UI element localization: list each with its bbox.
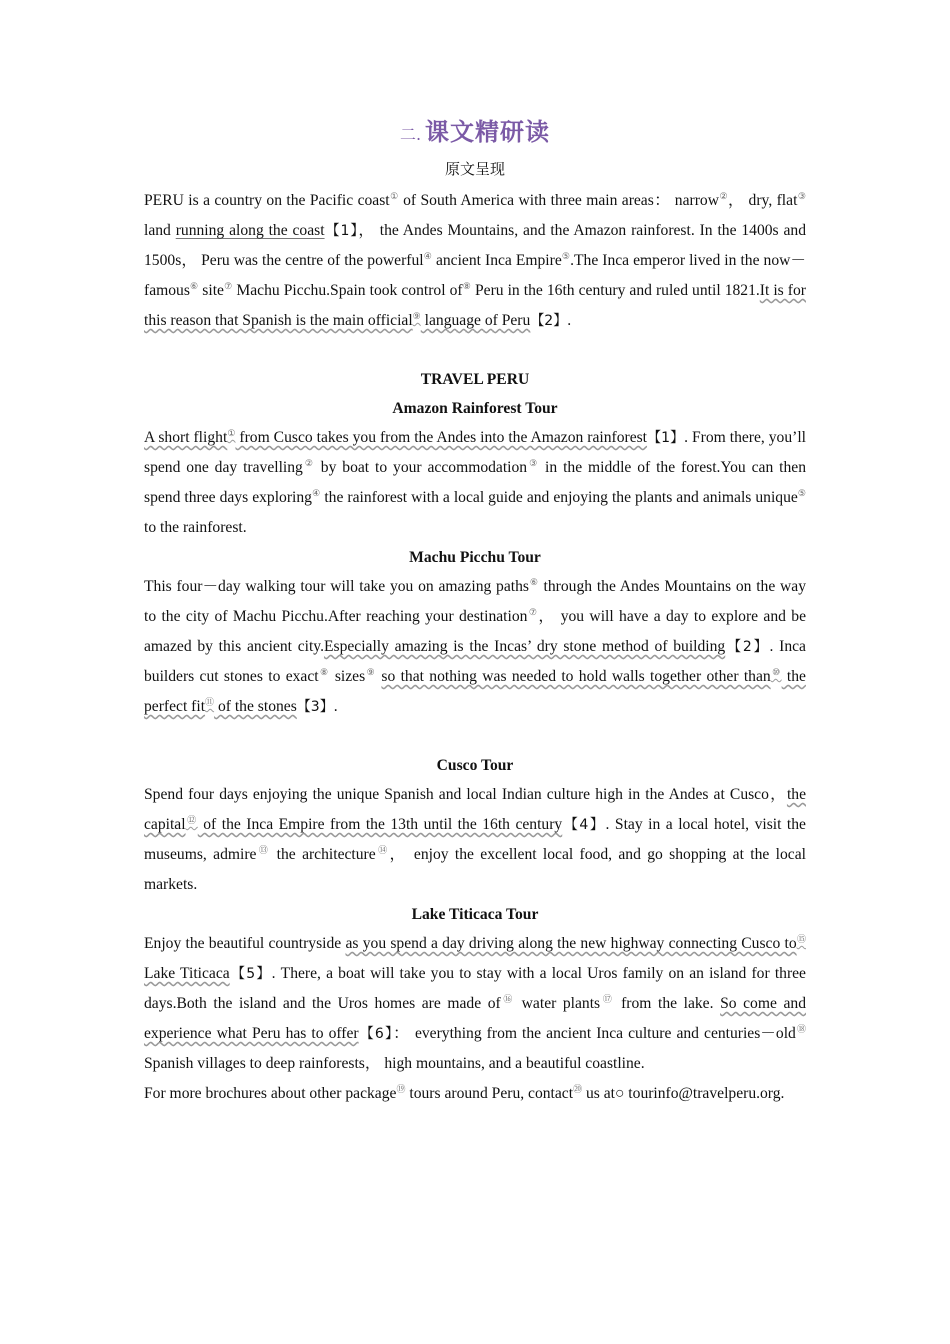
section-number: 二. xyxy=(399,125,422,144)
machu-paragraph: This four－day walking tour will take you on amazing paths⑥ through the Andes Mountains on the way to the city of Machu Picchu.After reaching your destination⑦， you will have a day to explore and be amazed by this ancient city.Especially amazing is the Incas’ dry stone method of building【2】. Inca builders cut stones to exact⑧ sizes⑨ so that nothing was needed to hold walls together other than⑩ the perfect fit⑪ of the stones【3】. xyxy=(144,576,806,715)
section-title: 课文精研读 xyxy=(425,118,551,146)
cusco-title: Cusco Tour xyxy=(436,757,514,774)
amazon-paragraph: A short flight① from Cusco takes you from the Andes into the Amazon rainforest【1】. From there, you’ll spend one day travelling② by boat to your accommodation③ in the middle of the forest.You can then spend three days exploring④ the rainforest with a local guide and enjoying the plants and animals unique⑤ to the rainforest. xyxy=(144,427,807,536)
intro-paragraph: PERU is a country on the Pacific coast① of South America with three main areas： narrow②， dry, flat③ land running along the coast【1】， the Andes Mountains, and the Amazon rainforest. In the 1400s and 1500s， Peru was the centre of the powerful④ ancient Inca Empire⑤.The Inca emperor lived in the now－famous⑥ site⑦ Machu Picchu.Spain took control of⑧ Peru in the 16th century and ruled until 1821.It is for this reason that Spanish is the main official⑨ language of Peru【2】. xyxy=(144,190,806,329)
cusco-paragraph: Spend four days enjoying the unique Spanish and local Indian culture high in the Andes at Cusco，the capital⑫ of the Inca Empire from the 13th until the 16th century【4】. Stay in a local hotel, visit the museums, admire⑬ the architecture⑭， enjoy the excellent local food, and go shopping at the local markets. xyxy=(144,786,806,893)
machu-title: Machu Picchu Tour xyxy=(409,549,541,566)
amazon-title: Amazon Rainforest Tour xyxy=(392,400,558,417)
titicaca-paragraph: Enjoy the beautiful countryside as you spend a day driving along the new highway connecting Cusco to⑮ Lake Titicaca【5】. There, a boat will take you to stay with a local Uros family on an island for three days.Both the island and the Uros homes are made of⑯ water plants⑰ from the lake. So come and experience what Peru has to offer【6】： everything from the ancient Inca culture and centuries－old⑱ Spanish villages to deep rainforests， high mountains, and a beautiful coastline. xyxy=(144,933,806,1072)
subheading: 原文呈现 xyxy=(444,160,505,178)
travel-title: TRAVEL PERU xyxy=(420,371,530,388)
titicaca-title: Lake Titicaca Tour xyxy=(411,906,539,923)
document-page xyxy=(144,112,806,1109)
contact-paragraph: For more brochures about other package⑲ tours around Peru, contact⑳ us at○ tourinfo@travelperu.org. xyxy=(144,1083,785,1102)
section-heading xyxy=(144,112,806,152)
